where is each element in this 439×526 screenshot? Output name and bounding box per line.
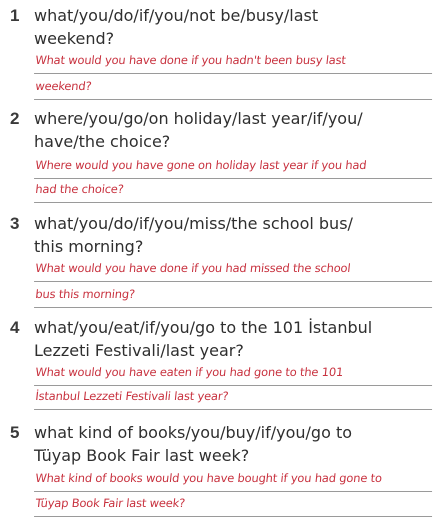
item-number: 2 (10, 109, 20, 128)
question-line-1: what/you/eat/if/you/go to the 101 İstanbul (34, 318, 373, 337)
question-line-2: have/the choice? (34, 132, 171, 151)
question-line-1: what kind of books/you/buy/if/you/go to (34, 423, 353, 442)
answer-line-2[interactable]: weekend? (34, 76, 435, 100)
answer-line-1[interactable]: What would you have done if you had missed the school (34, 258, 435, 282)
question-prompt (34, 316, 434, 362)
item-number: 3 (10, 214, 20, 233)
answer-line-1[interactable]: Where would you have gone on holiday last year if you had (34, 155, 435, 179)
question-line-1: what/you/do/if/you/miss/the school bus/ (34, 214, 353, 233)
question-prompt (34, 421, 434, 467)
answer-line-1[interactable]: What would you have done if you hadn't been busy last (34, 50, 435, 74)
question-prompt (34, 4, 434, 50)
exercise-item-2 (0, 107, 439, 203)
answer-line-2[interactable]: İstanbul Lezzeti Festivali last year? (34, 386, 435, 410)
question-line-1: where/you/go/on holiday/last year/if/you/ (34, 109, 363, 128)
question-line-2: weekend? (34, 29, 115, 48)
answer-line-1[interactable]: What would you have eaten if you had gone to the 101 (34, 362, 435, 386)
exercise-item-5 (0, 421, 439, 521)
exercise-item-3 (0, 212, 439, 308)
question-line-2: this morning? (34, 237, 144, 256)
exercise-item-1 (0, 4, 439, 100)
item-number: 4 (10, 318, 20, 337)
question-prompt (34, 107, 434, 153)
question-line-2: Lezzeti Festivali/last year? (34, 341, 244, 360)
exercise-item-4 (0, 316, 439, 412)
answer-line-2[interactable]: bus this morning? (34, 284, 435, 308)
answer-line-2[interactable]: Tüyap Book Fair last week? (34, 493, 435, 517)
question-line-2: Tüyap Book Fair last week? (34, 446, 250, 465)
question-prompt (34, 212, 434, 258)
question-line-1: what/you/do/if/you/not be/busy/last (34, 6, 319, 25)
answer-line-2[interactable]: had the choice? (34, 179, 435, 203)
item-number: 1 (10, 6, 20, 25)
item-number: 5 (10, 423, 20, 442)
answer-line-1[interactable]: What kind of books would you have bought if you had gone to (34, 468, 435, 492)
